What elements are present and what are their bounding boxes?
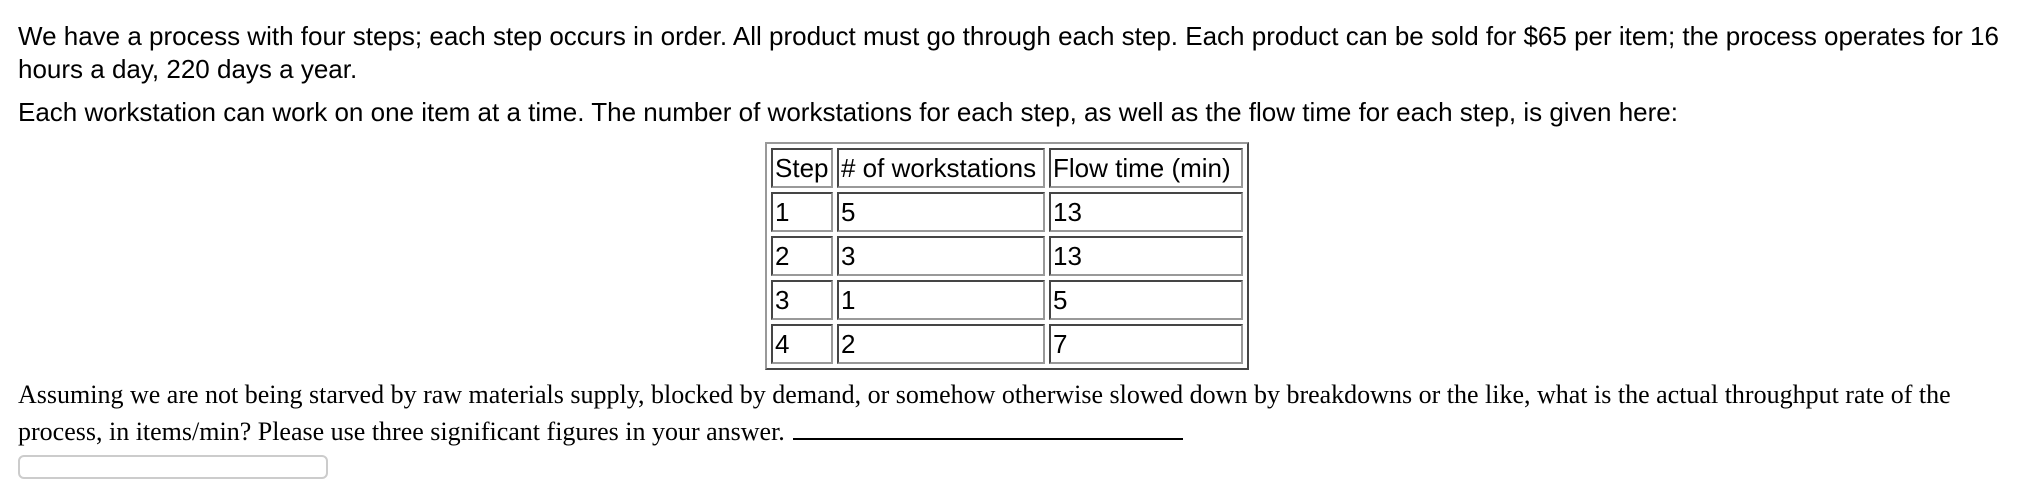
header-step: Step	[771, 148, 833, 188]
table-row	[771, 236, 1243, 276]
cell-workstations: 1	[837, 280, 1045, 320]
cell-flow-time: 13	[1049, 192, 1243, 232]
process-steps-table	[765, 142, 1249, 370]
cell-step: 3	[771, 280, 833, 320]
cell-flow-time: 7	[1049, 324, 1243, 364]
header-workstations: # of workstations	[837, 148, 1045, 188]
cell-flow-time: 5	[1049, 280, 1243, 320]
table-row	[771, 324, 1243, 364]
answer-input-box[interactable]	[18, 455, 328, 479]
question-paragraph	[18, 378, 2008, 449]
cell-step: 4	[771, 324, 833, 364]
cell-workstations: 2	[837, 324, 1045, 364]
cell-flow-time: 13	[1049, 236, 1243, 276]
problem-intro-paragraph: We have a process with four steps; each step occurs in order. All product must go through each step. Each product can be sold for $65 per item; the process operates for 16 hours a day, 220 days a year.	[18, 21, 1999, 84]
cell-step: 2	[771, 236, 833, 276]
cell-step: 1	[771, 192, 833, 232]
workstation-description-paragraph: Each workstation can work on one item at a time. The number of workstations for each step, as well as the flow time for each step, is given here:	[18, 97, 1678, 127]
table-row	[771, 280, 1243, 320]
question-text: Assuming we are not being starved by raw materials supply, blocked by demand, or somehow otherwise slowed down by breakdowns or the like, what is the actual throughput rate of the process, in items/min? Please use three significant figures in your answer.	[18, 380, 1951, 446]
table-header-row	[771, 148, 1243, 188]
table-row	[771, 192, 1243, 232]
header-flow-time: Flow time (min)	[1049, 148, 1243, 188]
cell-workstations: 5	[837, 192, 1045, 232]
process-steps-table-wrapper	[765, 142, 1249, 370]
answer-blank[interactable]	[793, 412, 1183, 440]
cell-workstations: 3	[837, 236, 1045, 276]
